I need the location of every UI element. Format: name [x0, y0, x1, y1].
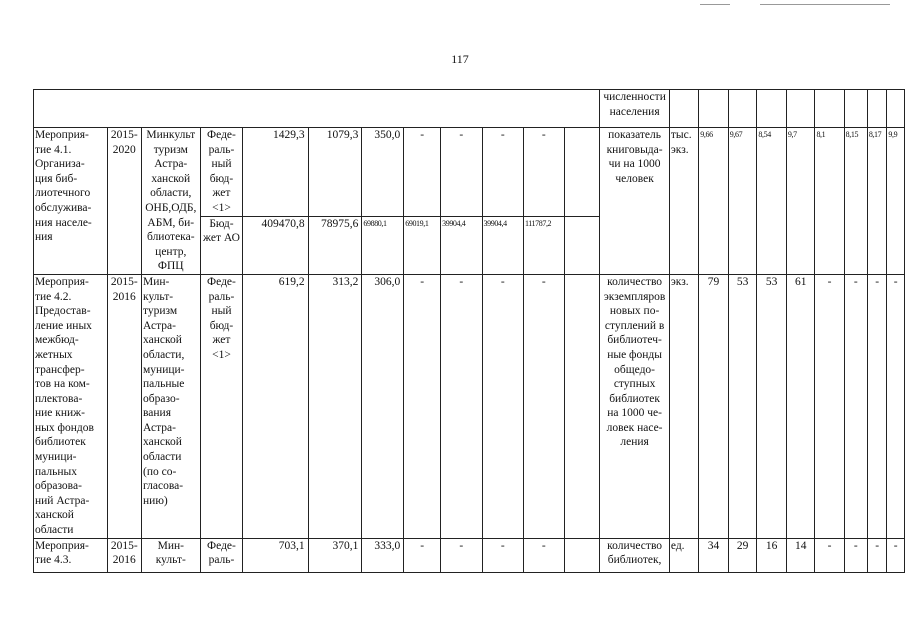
indicator-value: 53 [757, 274, 787, 538]
page-number: 117 [451, 52, 469, 66]
indicator-value: 9,66 [699, 128, 729, 275]
table-cell [564, 274, 600, 538]
indicator-value: 61 [786, 274, 815, 538]
table-cell [34, 90, 600, 128]
amount-2020: 111787,2 [523, 216, 564, 274]
program-table [33, 89, 905, 573]
indicator-value: - [867, 274, 887, 538]
amount-2016: 69880,1 [362, 216, 404, 274]
amount-2017: - [404, 128, 441, 217]
table-cell [669, 90, 698, 128]
indicator-value: 9,67 [728, 128, 757, 275]
indicator-value: 34 [699, 538, 729, 572]
funding-source: Феде- раль- ный бюд- жет <1> [200, 128, 243, 217]
amount-2018: - [441, 128, 482, 217]
indicator-value: 14 [786, 538, 815, 572]
amount-2016: 306,0 [362, 274, 404, 538]
amount-2015: 370,1 [308, 538, 362, 572]
amount-2020: - [523, 538, 564, 572]
amount-2017: - [404, 538, 441, 572]
amount-2016: 350,0 [362, 128, 404, 217]
amount-2020: - [523, 274, 564, 538]
indicator-value: - [815, 538, 844, 572]
scan-mark [760, 4, 890, 5]
amount-2018: - [441, 274, 482, 538]
indicator-cell: количество библиотек, [600, 538, 670, 572]
indicator-value: 53 [728, 274, 757, 538]
indicator-value: 16 [757, 538, 787, 572]
amount-total: 619,2 [243, 274, 308, 538]
amount-2015: 313,2 [308, 274, 362, 538]
table-cell [887, 90, 905, 128]
amount-2019: 39904,4 [482, 216, 523, 274]
indicator-value: 8,15 [844, 128, 867, 275]
amount-2018: - [441, 538, 482, 572]
table-cell [564, 216, 600, 274]
amount-2016: 333,0 [362, 538, 404, 572]
table-cell [757, 90, 787, 128]
unit-cell: тыс. экз. [669, 128, 698, 275]
amount-total: 1429,3 [243, 128, 308, 217]
amount-2018: 39904,4 [441, 216, 482, 274]
amount-2019: - [482, 128, 523, 217]
indicator-value: 8,54 [757, 128, 787, 275]
unit-cell: ед. [669, 538, 698, 572]
unit-cell: экз. [669, 274, 698, 538]
scan-mark [700, 4, 730, 5]
table-cell [564, 128, 600, 217]
indicator-value: - [867, 538, 887, 572]
period: 2015- 2020 [107, 128, 142, 275]
table-cell [815, 90, 844, 128]
table-cell [564, 538, 600, 572]
amount-total: 409470,8 [243, 216, 308, 274]
funding-source: Феде- раль- [200, 538, 243, 572]
amount-2017: 69019,1 [404, 216, 441, 274]
executor: Минкульт туризм Астра- ханской области, ОНБ,ОДБ, АБМ, би- блиотека- центр, ФПЦ [142, 128, 201, 275]
amount-2015: 1079,3 [308, 128, 362, 217]
indicator-value: 9,9 [887, 128, 905, 275]
indicator-value: - [887, 274, 905, 538]
indicator-cell: показатель книговыда- чи на 1000 человек [600, 128, 670, 275]
indicator-value: - [844, 538, 867, 572]
period: 2015- 2016 [107, 274, 142, 538]
indicator-value: - [887, 538, 905, 572]
measure-name: Мероприя- тие 4.2. Предостав- ление иных межбюд- жетных трансфер- тов на ком- плектова- ние книж- ных фондов библиотек муници- пальных образова- ний Астра- ханской области [34, 274, 108, 538]
executor: Мин- культ- [142, 538, 201, 572]
table-cell [786, 90, 815, 128]
table-row [34, 128, 905, 217]
table-row [34, 90, 905, 128]
indicator-value: 8,17 [867, 128, 887, 275]
indicator-cell: численности населения [600, 90, 670, 128]
indicator-value: 79 [699, 274, 729, 538]
indicator-value: 9,7 [786, 128, 815, 275]
table-cell [728, 90, 757, 128]
amount-2019: - [482, 274, 523, 538]
amount-2020: - [523, 128, 564, 217]
amount-2015: 78975,6 [308, 216, 362, 274]
indicator-value: 29 [728, 538, 757, 572]
indicator-value: 8,1 [815, 128, 844, 275]
table-row [34, 538, 905, 572]
table-row [34, 274, 905, 538]
indicator-value: - [815, 274, 844, 538]
table-cell [867, 90, 887, 128]
amount-2019: - [482, 538, 523, 572]
measure-name: Мероприя- тие 4.1. Организа- ция биб- лиотечного обслужива- ния населе- ния [34, 128, 108, 275]
table-cell [844, 90, 867, 128]
funding-source: Бюд- жет АО [200, 216, 243, 274]
period: 2015- 2016 [107, 538, 142, 572]
measure-name: Мероприя- тие 4.3. [34, 538, 108, 572]
funding-source: Феде- раль- ный бюд- жет <1> [200, 274, 243, 538]
amount-total: 703,1 [243, 538, 308, 572]
indicator-value: - [844, 274, 867, 538]
executor: Мин- культ- туризм Астра- ханской области, муници- пальные образо- вания Астра- ханской области (по со- гласова- нию) [142, 274, 201, 538]
table-cell [699, 90, 729, 128]
indicator-cell: количество экземпляров новых по- ступлений в библиотеч- ные фонды общедо- ступных библиотек на 1000 че- ловек насе- ления [600, 274, 670, 538]
amount-2017: - [404, 274, 441, 538]
